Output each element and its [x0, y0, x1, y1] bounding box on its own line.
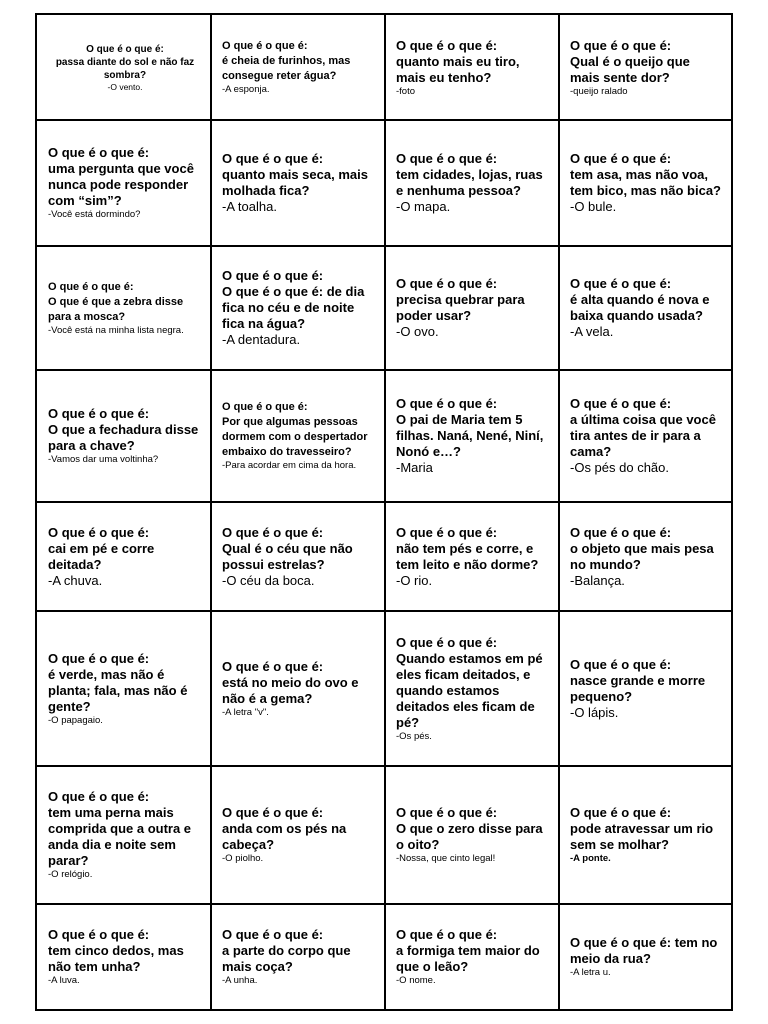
- riddle-answer: -O relógio.: [48, 869, 93, 880]
- riddle-card: [560, 612, 730, 765]
- riddle-card: [386, 121, 558, 245]
- riddle-card: [38, 905, 210, 1008]
- riddle-card: [386, 503, 558, 610]
- riddle-card: [386, 767, 558, 903]
- riddle-question: O que é o que é: tem cidades, lojas, ruas e nenhuma pessoa?: [396, 151, 543, 198]
- riddle-card: [212, 905, 384, 1008]
- riddle-card: [386, 612, 558, 765]
- riddle-card: [386, 371, 558, 501]
- riddle-answer: -O lápis.: [570, 704, 619, 720]
- riddle-answer: -O vento.: [107, 81, 143, 92]
- riddle-question: O que é o que é: o objeto que mais pesa no mundo?: [570, 524, 714, 572]
- riddle-answer: -Os pés.: [396, 730, 432, 742]
- riddle-answer: -O céu da boca.: [222, 572, 315, 588]
- riddle-answer: -A letra u.: [570, 966, 611, 978]
- riddle-answer: -O piolho.: [222, 853, 264, 864]
- riddle-card: [38, 371, 210, 501]
- riddle-card: [38, 16, 210, 119]
- riddle-answer: -O mapa.: [396, 199, 451, 214]
- riddle-card: [386, 247, 558, 369]
- riddle-question: O que é o que é: é cheia de furinhos, mas consegue reter água?: [222, 40, 351, 82]
- riddle-question: O que é o que é: O que é o que é: de dia fica no céu e de noite fica na água?: [222, 268, 365, 331]
- riddle-answer: -foto: [396, 85, 416, 97]
- riddle-answer: -Nossa, que cinto legal!: [396, 853, 496, 864]
- riddle-question: O que é o que é: Por que algumas pessoas dormem com o despertador embaixo do travesseiro?: [222, 401, 368, 458]
- riddle-question: O que é o que é: O pai de Maria tem 5 filhas. Naná, Nené, Niní, Nonó e…?: [396, 396, 544, 459]
- riddle-question: O que é o que é: a parte do corpo que mais coça?: [222, 926, 351, 974]
- riddle-answer: -A dentadura.: [222, 332, 301, 347]
- riddle-question: O que é o que é: anda com os pés na cabeça?: [222, 805, 347, 852]
- riddle-answer: -A unha.: [222, 974, 258, 986]
- riddle-question: O que é o que é: Qual é o queijo que mais sente dor?: [570, 37, 690, 85]
- riddle-card: [38, 612, 210, 765]
- riddle-card: [560, 767, 730, 903]
- riddle-question: O que é o que é: quanto mais seca, mais molhada fica?: [222, 151, 368, 198]
- riddle-question: O que é o que é: passa diante do sol e não faz sombra?: [55, 43, 195, 81]
- riddle-answer: -Você está na minha lista negra.: [48, 324, 184, 336]
- riddle-card: [212, 612, 384, 765]
- riddle-answer: -Maria: [396, 460, 433, 475]
- riddle-question: O que é o que é: uma pergunta que você nunca pode responder com “sim”?: [48, 145, 194, 208]
- riddle-card: [212, 503, 384, 610]
- riddle-answer: -A letra "v".: [222, 706, 269, 718]
- riddle-card: [212, 16, 384, 119]
- riddle-answer: -A toalha.: [222, 199, 277, 214]
- riddle-answer: -A esponja.: [222, 84, 270, 95]
- riddle-question: O que é o que é: a última coisa que você tira antes de ir para a cama?: [570, 396, 716, 459]
- riddle-card: [38, 121, 210, 245]
- riddle-question: O que é o que é: é verde, mas não é planta; fala, mas não é gente?: [48, 650, 188, 714]
- riddle-question: O que é o que é: Qual é o céu que não possui estrelas?: [222, 524, 353, 572]
- riddle-card: [560, 371, 730, 501]
- riddle-question: O que é o que é: é alta quando é nova e baixa quando usada?: [570, 276, 710, 323]
- riddle-card: [38, 503, 210, 610]
- riddle-card: [560, 16, 730, 119]
- riddle-question: O que é o que é: a formiga tem maior do que o leão?: [396, 926, 540, 974]
- riddle-question: O que é o que é: tem no meio da rua?: [570, 934, 718, 966]
- riddle-card: [560, 905, 730, 1008]
- riddle-card: [386, 16, 558, 119]
- riddle-answer: -A vela.: [570, 324, 614, 339]
- riddle-question: O que é o que é: cai em pé e corre deitada?: [48, 524, 155, 572]
- riddle-answer: -Você está dormindo?: [48, 209, 141, 220]
- riddle-question: O que é o que é: O que é que a zebra disse para a mosca?: [48, 280, 184, 323]
- riddle-answer: -O bule.: [570, 199, 617, 214]
- riddle-answer: -Vamos dar uma voltinha?: [48, 454, 159, 465]
- riddle-card: [212, 121, 384, 245]
- riddle-card: [38, 767, 210, 903]
- riddle-question: O que é o que é: precisa quebrar para poder usar?: [396, 276, 525, 323]
- riddle-answer: -A chuva.: [48, 572, 103, 588]
- riddle-answer: -A luva.: [48, 974, 80, 986]
- riddle-card: [386, 905, 558, 1008]
- riddle-question: O que é o que é: O que o zero disse para o oito?: [396, 805, 543, 852]
- riddle-answer: -A ponte.: [570, 853, 611, 864]
- riddle-question: O que é o que é: pode atravessar um rio sem se molhar?: [570, 805, 714, 852]
- riddle-answer: -O rio.: [396, 572, 433, 588]
- riddle-question: O que é o que é: tem cinco dedos, mas não tem unha?: [48, 926, 184, 974]
- riddle-answer: -O nome.: [396, 974, 436, 986]
- riddle-card: [38, 247, 210, 369]
- riddle-answer: -O ovo.: [396, 324, 439, 339]
- riddle-question: O que é o que é: tem uma perna mais comprida que a outra e anda dia e noite sem parar?: [48, 789, 192, 868]
- riddle-question: O que é o que é: O que a fechadura disse para a chave?: [48, 406, 199, 453]
- riddle-question: O que é o que é: nasce grande e morre pequeno?: [570, 656, 706, 704]
- riddle-card: [212, 767, 384, 903]
- riddle-question: O que é o que é: não tem pés e corre, e tem leito e não dorme?: [396, 524, 539, 572]
- riddle-question: O que é o que é: tem asa, mas não voa, tem bico, mas não bica?: [570, 151, 721, 198]
- riddle-answer: -queijo ralado: [570, 85, 628, 97]
- riddle-card-sheet: [35, 13, 733, 1011]
- riddle-question: O que é o que é: quanto mais eu tiro, mais eu tenho?: [396, 37, 520, 85]
- riddle-question: O que é o que é: Quando estamos em pé eles ficam deitados, e quando estamos deitados eles ficam de pé?: [396, 634, 543, 730]
- riddle-answer: -Balança.: [570, 572, 625, 588]
- riddle-card: [560, 503, 730, 610]
- riddle-card: [212, 371, 384, 501]
- riddle-card: [212, 247, 384, 369]
- riddle-card: [560, 121, 730, 245]
- riddle-answer: -Para acordar em cima da hora.: [222, 460, 357, 471]
- riddle-answer: -Os pés do chão.: [570, 460, 669, 475]
- riddle-question: O que é o que é: está no meio do ovo e não é a gema?: [222, 658, 359, 706]
- riddle-card: [560, 247, 730, 369]
- riddle-answer: -O papagaio.: [48, 714, 103, 726]
